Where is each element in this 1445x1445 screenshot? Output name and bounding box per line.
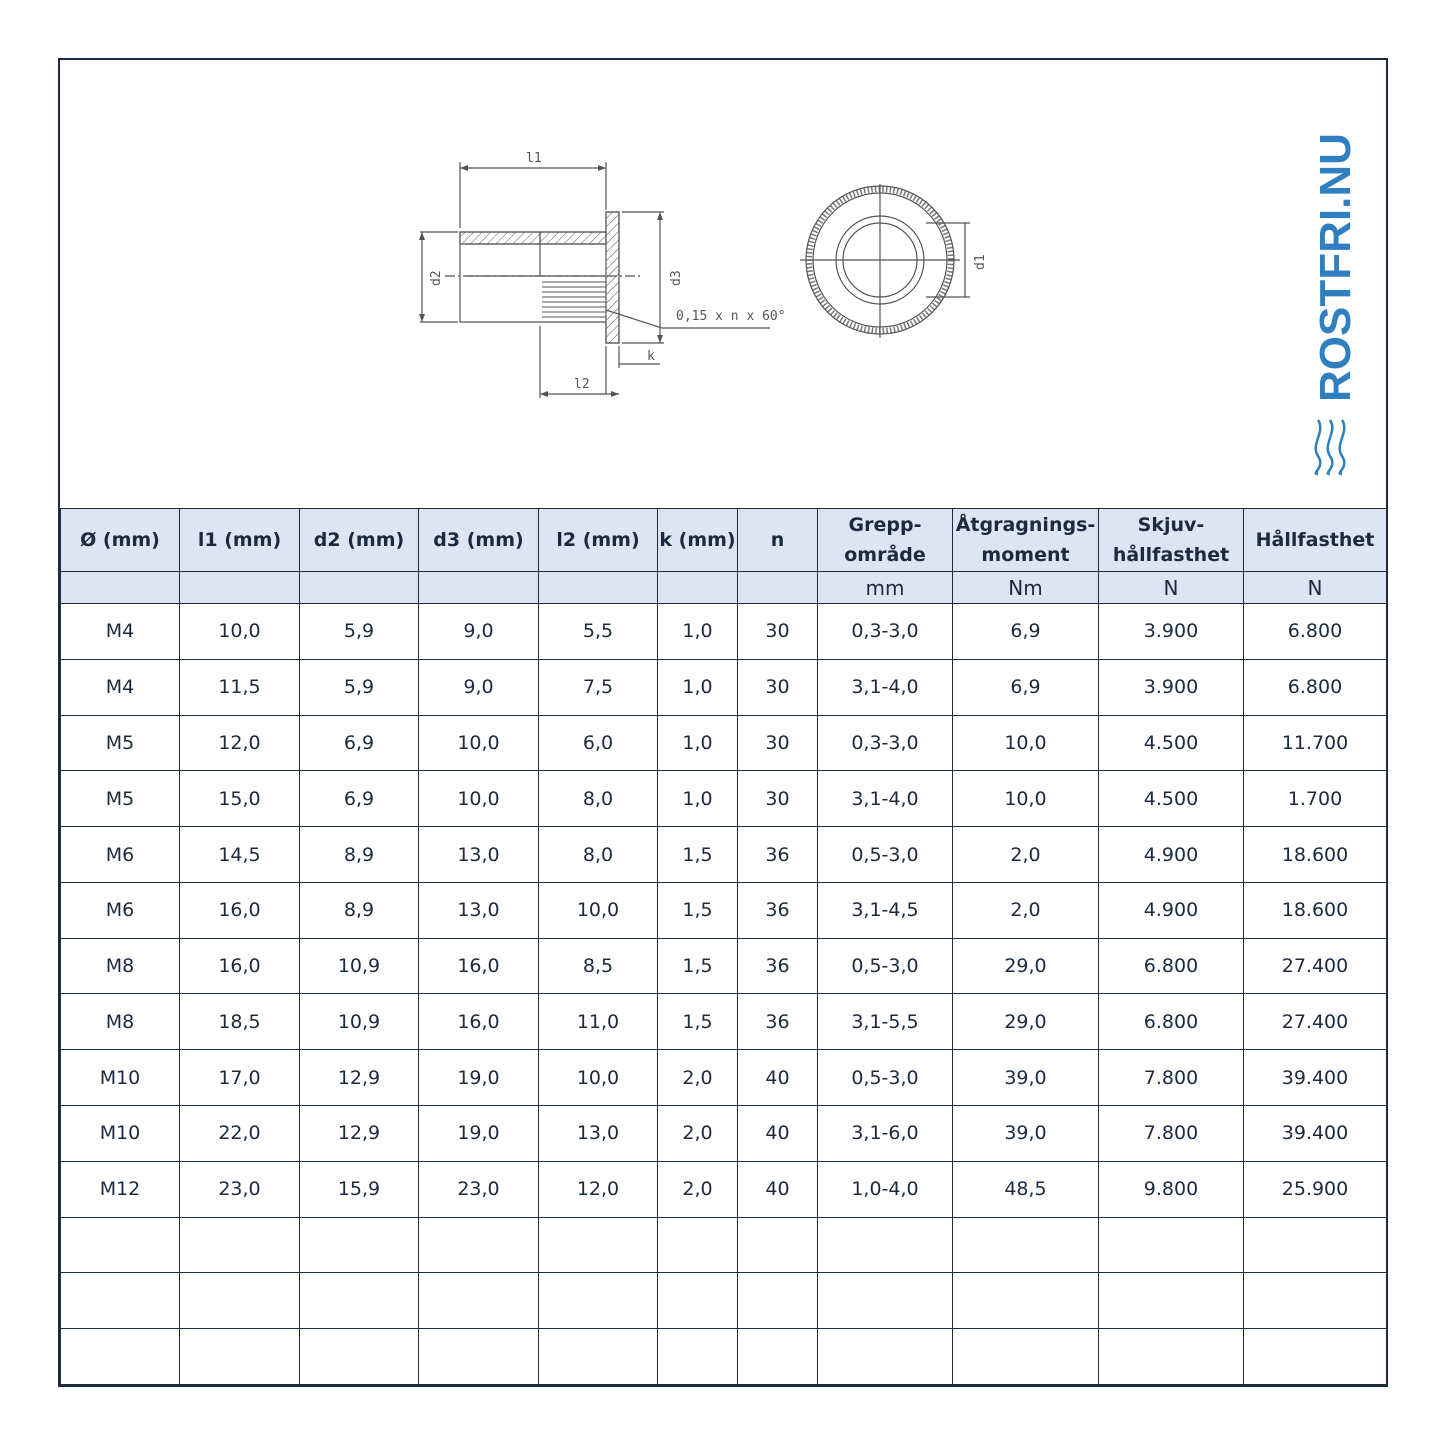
table-cell: 3.900 [1099,659,1244,715]
header-line-1: d3 (mm) [433,529,524,551]
table-cell: 11,5 [180,659,300,715]
table-cell: 3,1-4,5 [818,882,953,938]
label-knurl-note: 0,15 x n x 60° [676,309,786,324]
specification-table [60,508,1387,1385]
table-cell [818,1217,953,1273]
table-cell: 1,0-4,0 [818,1161,953,1217]
table-cell: 2,0 [953,882,1099,938]
table-cell [180,1217,300,1273]
table-cell: M6 [61,882,180,938]
table-cell [1099,1217,1244,1273]
table-cell [818,1273,953,1329]
table-cell: 7.800 [1099,1106,1244,1162]
table-cell: 40 [738,1050,818,1106]
table-cell: 25.900 [1244,1161,1387,1217]
table-cell: 18,5 [180,994,300,1050]
technical-drawing [60,60,1386,508]
table-cell: 0,5-3,0 [818,1050,953,1106]
table-cell [419,1273,539,1329]
table-cell: 10,0 [953,715,1099,771]
table-cell: 12,9 [300,1106,419,1162]
table-cell: 12,0 [539,1161,658,1217]
table-body [61,604,1387,1385]
table-cell: 39,0 [953,1106,1099,1162]
rostfri-logo [1310,102,1360,482]
table-cell: 8,9 [300,882,419,938]
table-row [61,1217,1387,1273]
header-line-1: Grepp- [848,514,922,536]
table-cell: 3,1-4,0 [818,659,953,715]
table-cell: 3,1-4,0 [818,771,953,827]
table-cell: 4.900 [1099,882,1244,938]
table-cell: 6,9 [953,659,1099,715]
table-cell: 11.700 [1244,715,1387,771]
unit-cell [539,572,658,604]
table-cell [953,1217,1099,1273]
table-cell [658,1217,738,1273]
unit-cell: mm [818,572,953,604]
table-cell: 1,5 [658,827,738,883]
table-cell: 6.800 [1244,604,1387,660]
label-l2: l2 [574,377,590,392]
wave-icon [1316,420,1345,474]
table-cell: 30 [738,659,818,715]
table-cell: 1,5 [658,882,738,938]
table-cell: 10,0 [180,604,300,660]
table-cell: 4.500 [1099,715,1244,771]
table-cell [539,1273,658,1329]
table-cell: 18.600 [1244,827,1387,883]
table-cell [539,1217,658,1273]
header-line-1: l1 (mm) [197,529,282,551]
table-cell: 9,0 [419,659,539,715]
table-cell [180,1329,300,1385]
table-cell: 16,0 [419,994,539,1050]
header-line-1: d2 (mm) [313,529,405,551]
table-row [61,1050,1387,1106]
logo-text: ROSTFRI.NU [1311,133,1360,402]
table-row [61,659,1387,715]
table-cell: 48,5 [953,1161,1099,1217]
table-cell: 30 [738,715,818,771]
end-view [800,184,970,338]
table-cell [658,1273,738,1329]
table-row [61,1273,1387,1329]
table-cell: 39.400 [1244,1050,1387,1106]
table-row [61,938,1387,994]
table-cell: 10,0 [539,1050,658,1106]
table-cell: 2,0 [658,1106,738,1162]
table-cell: 1.700 [1244,771,1387,827]
unit-cell [61,572,180,604]
table-cell: 17,0 [180,1050,300,1106]
table-cell: 12,0 [180,715,300,771]
table-cell [1244,1217,1387,1273]
table-cell: 3,1-5,5 [818,994,953,1050]
label-d1: d1 [973,254,988,270]
table-cell: 22,0 [180,1106,300,1162]
table-cell: 40 [738,1161,818,1217]
table-cell [539,1329,658,1385]
header-line-2: område [844,544,926,566]
header-line-1: k (mm) [659,529,736,551]
header-line-1: l2 (mm) [556,529,640,551]
column-header [818,509,953,572]
table-cell: M5 [61,771,180,827]
table-cell: 14,5 [180,827,300,883]
label-d2: d2 [429,270,444,286]
unit-cell: Nm [953,572,1099,604]
table-cell: 6.800 [1244,659,1387,715]
table-cell: 6.800 [1099,938,1244,994]
table-row [61,771,1387,827]
table-row [61,882,1387,938]
table-cell: 5,9 [300,659,419,715]
table-cell: M6 [61,827,180,883]
table-cell: 5,9 [300,604,419,660]
table-row [61,715,1387,771]
column-header [180,509,300,572]
table-cell: 10,9 [300,994,419,1050]
table-cell: M8 [61,938,180,994]
table-row [61,1106,1387,1162]
table-cell: 5,5 [539,604,658,660]
table-cell [1099,1273,1244,1329]
table-cell: 7.800 [1099,1050,1244,1106]
table-cell: M4 [61,659,180,715]
column-header [658,509,738,572]
table-cell [818,1329,953,1385]
table-cell: 36 [738,882,818,938]
table-cell [738,1329,818,1385]
table-cell: 23,0 [180,1161,300,1217]
table-cell: 30 [738,771,818,827]
table-cell: 1,0 [658,604,738,660]
table-cell [1099,1329,1244,1385]
table-cell [953,1329,1099,1385]
label-l1: l1 [526,151,542,166]
column-header [539,509,658,572]
unit-cell [738,572,818,604]
table-cell: 6,0 [539,715,658,771]
table-cell: 13,0 [539,1106,658,1162]
table-cell: 1,0 [658,771,738,827]
unit-cell: N [1244,572,1387,604]
table-cell [658,1329,738,1385]
column-header [61,509,180,572]
table-row [61,827,1387,883]
table-cell: 0,5-3,0 [818,938,953,994]
table-cell: 9,0 [419,604,539,660]
table-cell: 7,5 [539,659,658,715]
table-cell: 12,9 [300,1050,419,1106]
table-cell: 10,0 [419,715,539,771]
table-cell: 2,0 [953,827,1099,883]
unit-cell [300,572,419,604]
header-line-1: Skjuv- [1137,514,1205,536]
table-cell: 13,0 [419,882,539,938]
table-cell [61,1273,180,1329]
table-cell: 6.800 [1099,994,1244,1050]
table-cell [419,1329,539,1385]
table-cell: 16,0 [419,938,539,994]
header-row [61,509,1387,572]
table-cell: M8 [61,994,180,1050]
table-cell: 16,0 [180,938,300,994]
header-line-1: Åtgragnings- [955,514,1096,536]
rivet-nut-drawing [60,60,1386,508]
unit-cell [419,572,539,604]
table-cell: 13,0 [419,827,539,883]
table-cell: 3,1-6,0 [818,1106,953,1162]
column-header [953,509,1099,572]
table-cell: 8,0 [539,771,658,827]
table-row [61,1161,1387,1217]
header-line-1: n [770,529,785,551]
table-cell [419,1217,539,1273]
side-view [420,162,770,398]
table-cell [738,1217,818,1273]
table-cell: 8,5 [539,938,658,994]
table-cell: 6,9 [953,604,1099,660]
label-d3: d3 [669,270,684,286]
column-header [300,509,419,572]
table-row [61,1329,1387,1385]
table-cell [61,1329,180,1385]
table-cell: M12 [61,1161,180,1217]
header-line-2: moment [981,544,1070,566]
table-cell: M5 [61,715,180,771]
table-cell [1244,1329,1387,1385]
table-cell: 29,0 [953,994,1099,1050]
table-cell: 8,0 [539,827,658,883]
table-cell: 0,3-3,0 [818,604,953,660]
table-cell: 39.400 [1244,1106,1387,1162]
column-header [1099,509,1244,572]
table-cell: 10,0 [539,882,658,938]
table-cell: 19,0 [419,1050,539,1106]
table-cell: 1,0 [658,659,738,715]
table-cell: 6,9 [300,715,419,771]
table-row [61,994,1387,1050]
column-header [738,509,818,572]
table-cell: 36 [738,827,818,883]
table-cell: 2,0 [658,1050,738,1106]
table-cell: 40 [738,1106,818,1162]
table-cell: 27.400 [1244,938,1387,994]
table-cell: 36 [738,994,818,1050]
logo-graphic [1310,102,1360,482]
table-cell: 10,9 [300,938,419,994]
unit-cell [658,572,738,604]
table-cell [1244,1273,1387,1329]
table-cell: 3.900 [1099,604,1244,660]
table-cell: 10,0 [419,771,539,827]
table-cell [180,1273,300,1329]
datasheet-frame [58,58,1388,1387]
table-row [61,604,1387,660]
unit-cell: N [1099,572,1244,604]
table-cell [300,1273,419,1329]
table-cell [61,1217,180,1273]
table-cell: 10,0 [953,771,1099,827]
table-cell: 18.600 [1244,882,1387,938]
table-cell: 30 [738,604,818,660]
header-line-1: Ø (mm) [80,529,160,551]
table-cell [738,1273,818,1329]
table-cell: 27.400 [1244,994,1387,1050]
unit-cell [180,572,300,604]
table-cell: 2,0 [658,1161,738,1217]
table-cell: 15,9 [300,1161,419,1217]
units-row [61,572,1387,604]
table-cell: 0,5-3,0 [818,827,953,883]
table-cell [953,1273,1099,1329]
table-cell [300,1329,419,1385]
table-cell [300,1217,419,1273]
table-cell: 0,3-3,0 [818,715,953,771]
table-cell: M10 [61,1050,180,1106]
table-cell: 16,0 [180,882,300,938]
table-cell: 4.500 [1099,771,1244,827]
table-cell: 23,0 [419,1161,539,1217]
column-header [1244,509,1387,572]
column-header [419,509,539,572]
table-cell: 4.900 [1099,827,1244,883]
table-cell: M4 [61,604,180,660]
table-cell: 1,5 [658,938,738,994]
table-cell: 11,0 [539,994,658,1050]
table-cell: 1,0 [658,715,738,771]
table-cell: 8,9 [300,827,419,883]
table-cell: 6,9 [300,771,419,827]
table-cell: M10 [61,1106,180,1162]
header-line-2: hållfasthet [1112,544,1230,566]
table-cell: 39,0 [953,1050,1099,1106]
table-cell: 36 [738,938,818,994]
table-cell: 29,0 [953,938,1099,994]
label-k: k [647,349,655,364]
table-cell: 9.800 [1099,1161,1244,1217]
table-cell: 19,0 [419,1106,539,1162]
table-cell: 1,5 [658,994,738,1050]
table-cell: 15,0 [180,771,300,827]
header-line-1: Hållfasthet [1255,529,1375,551]
